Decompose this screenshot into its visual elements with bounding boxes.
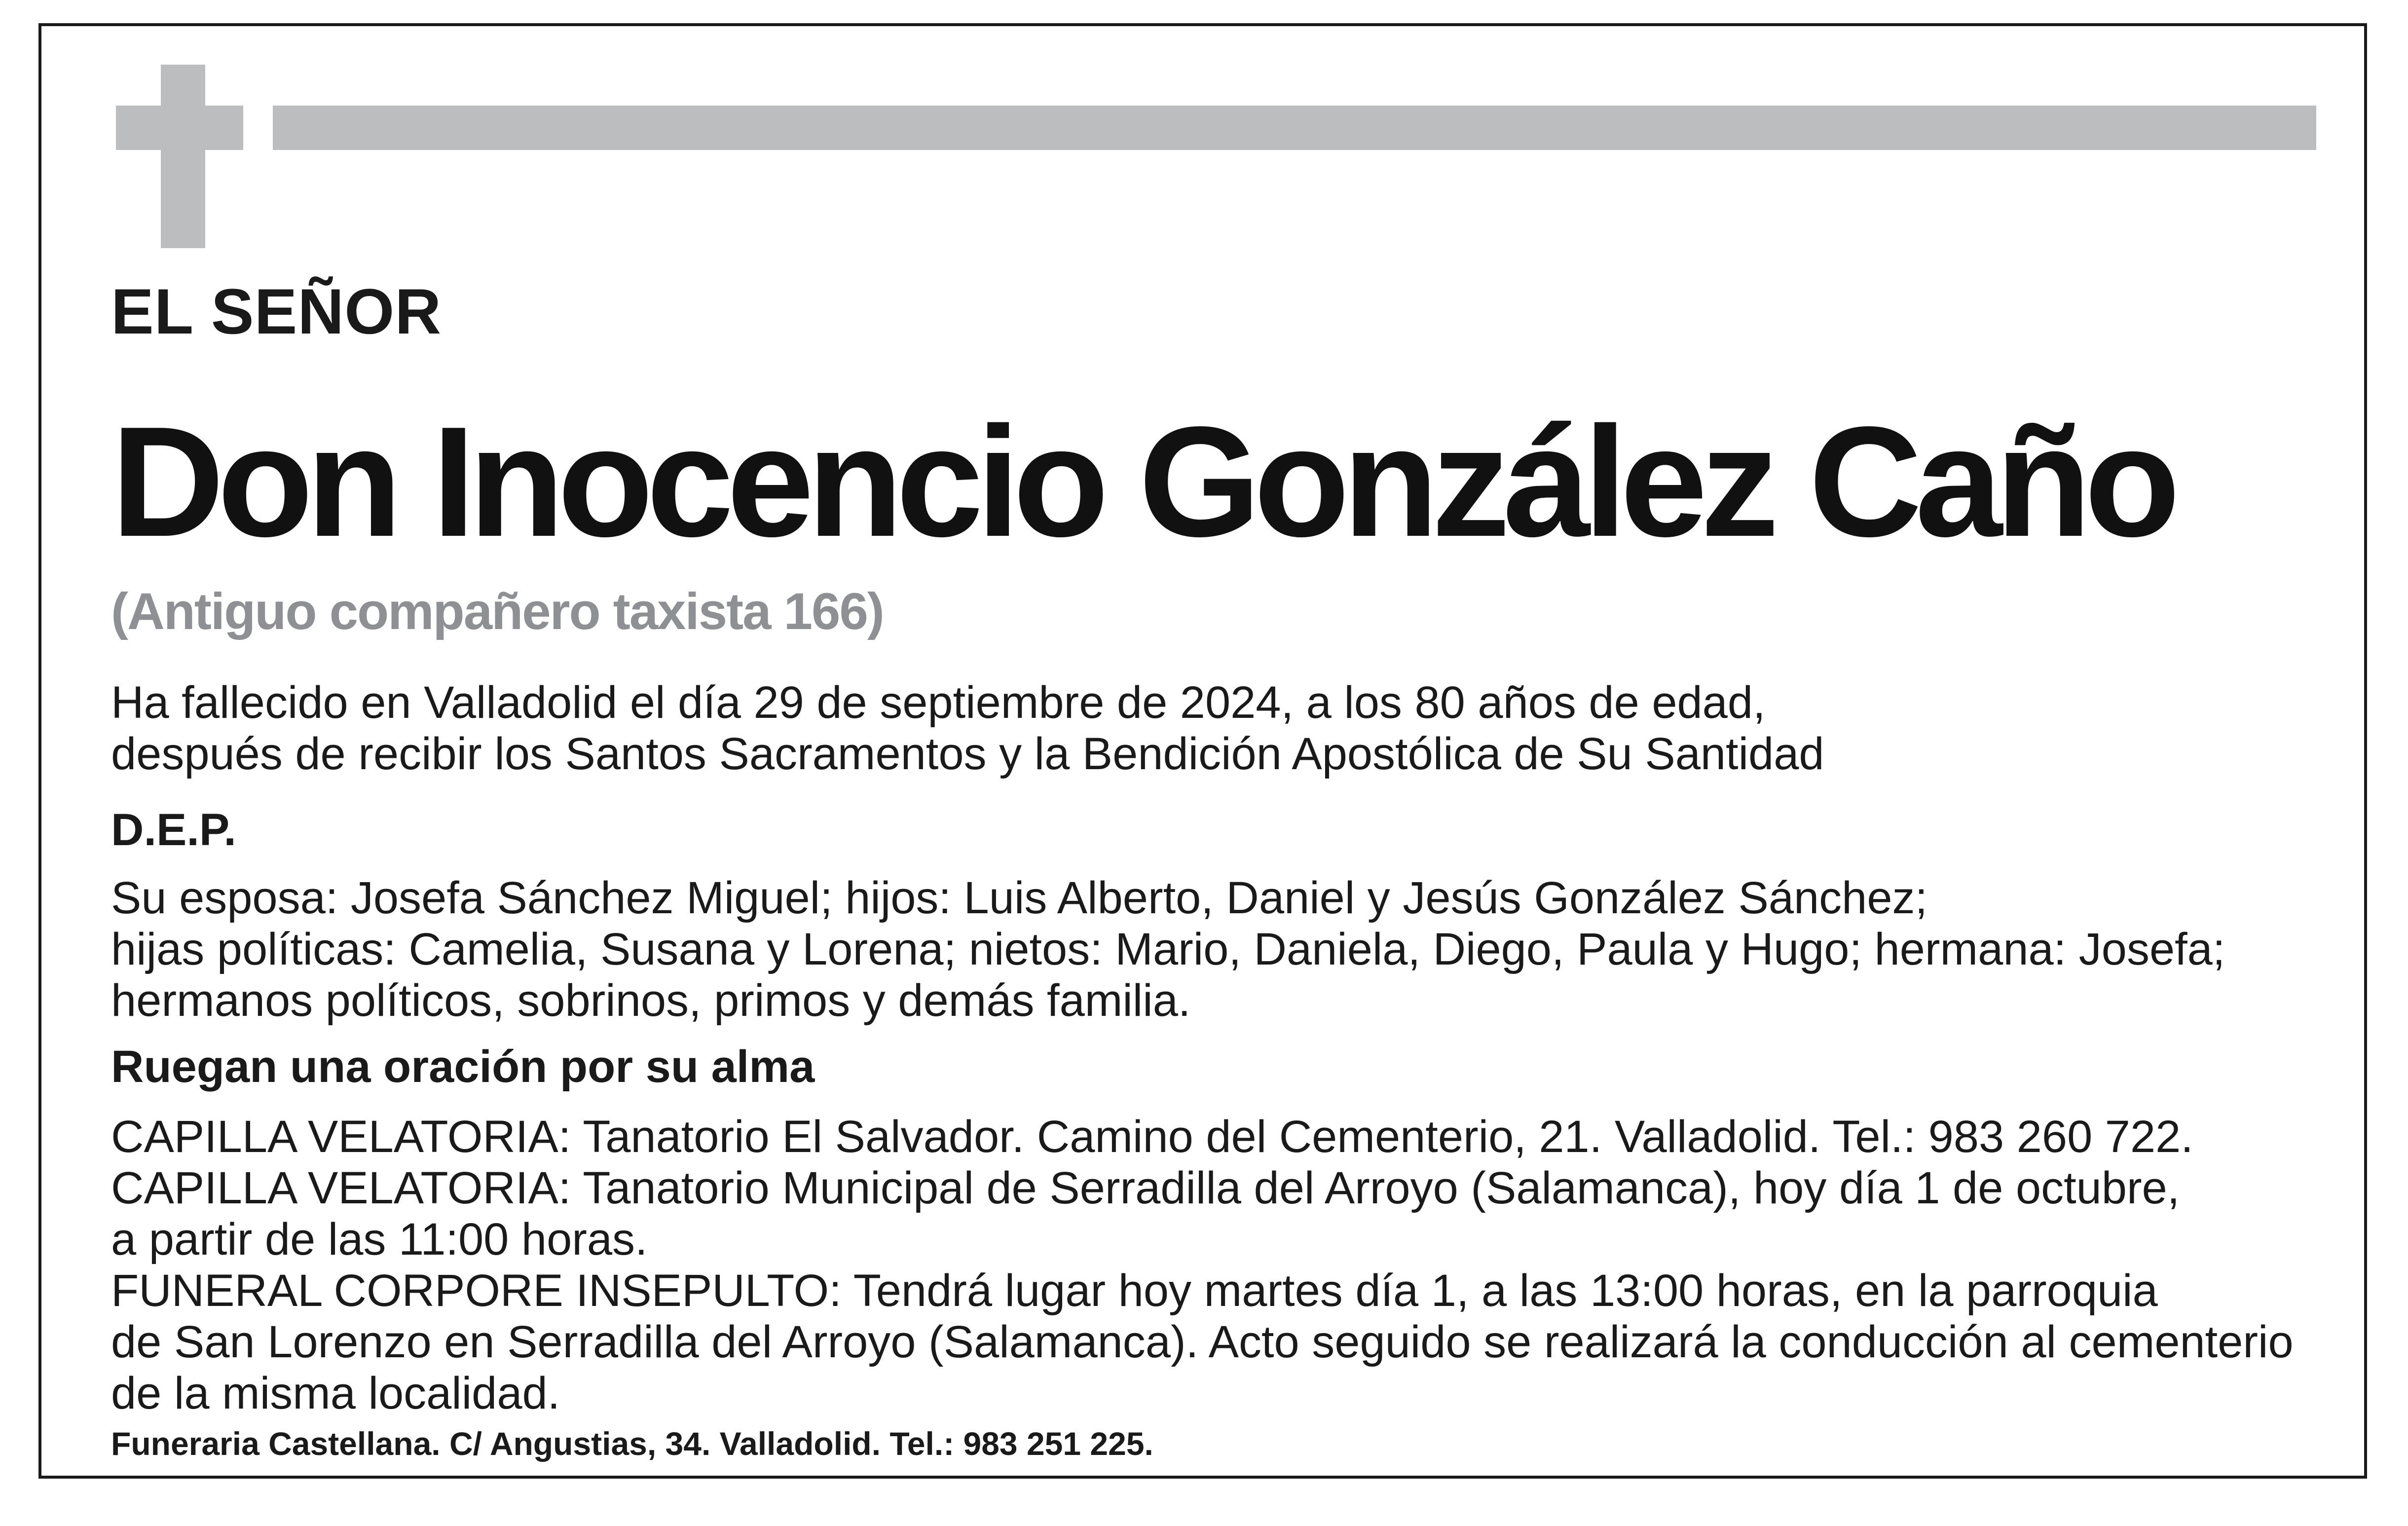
service-line: de la misma localidad. [111, 1368, 560, 1418]
cross-horizontal-bar [116, 106, 243, 150]
service-line: CAPILLA VELATORIA: Tanatorio El Salvador. Camino del Cementerio, 21. Valladolid. Tel.: 983 260 722. [111, 1112, 2193, 1162]
family-line: hermanos políticos, sobrinos, primos y demás familia. [111, 975, 1191, 1026]
service-line: CAPILLA VELATORIA: Tanatorio Municipal de Serradilla del Arroyo (Salamanca), hoy día 1 de octubre, [111, 1163, 2180, 1213]
service-line: a partir de las 11:00 horas. [111, 1214, 648, 1265]
rip: D.E.P. [111, 805, 236, 855]
header-rule [273, 106, 2316, 150]
deceased-name: Don Inocencio González Caño [111, 394, 2174, 569]
service-line: FUNERAL CORPORE INSEPULTO: Tendrá lugar hoy martes día 1, a las 13:00 horas, en la parroquia [111, 1265, 2158, 1316]
prayer-request: Ruegan una oración por su alma [111, 1042, 815, 1092]
family-line: hijas políticas: Camelia, Susana y Lorena; nietos: Mario, Daniela, Diego, Paula y Hugo; hermana: Josefa; [111, 924, 2225, 974]
announcement-line: después de recibir los Santos Sacramentos y la Bendición Apostólica de Su Santidad [111, 729, 1824, 779]
funeral-home-footer: Funeraria Castellana. C/ Angustias, 34. Valladolid. Tel.: 983 251 225. [111, 1425, 1153, 1462]
subtitle: (Antiguo compañero taxista 166) [111, 583, 884, 640]
honorific: EL SEÑOR [111, 275, 442, 347]
cross-vertical-bar [161, 65, 205, 248]
announcement-line: Ha fallecido en Valladolid el día 29 de septiembre de 2024, a los 80 años de edad, [111, 677, 1766, 728]
family-line: Su esposa: Josefa Sánchez Miguel; hijos: Luis Alberto, Daniel y Jesús González Sánchez; [111, 873, 1928, 923]
service-line: de San Lorenzo en Serradilla del Arroyo (Salamanca). Acto seguido se realizará la conducción al cementerio [111, 1317, 2294, 1367]
